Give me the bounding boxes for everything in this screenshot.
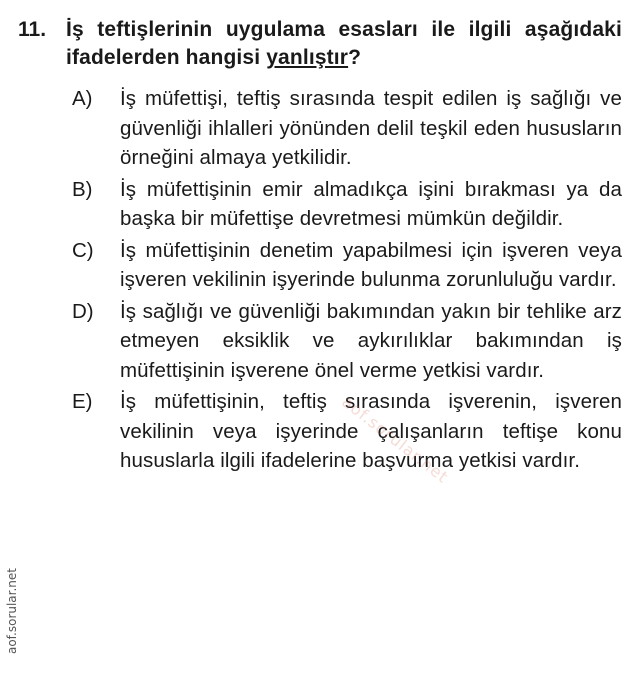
option-letter: B) [72, 177, 93, 201]
option-letter: D) [72, 299, 94, 323]
question-block [18, 16, 622, 478]
option-a[interactable] [72, 84, 622, 173]
question-number: 11. [18, 18, 47, 41]
side-watermark [4, 556, 20, 666]
question-header [18, 16, 622, 72]
side-watermark-text: aof.sorular.net [5, 567, 19, 655]
option-letter: E) [72, 390, 93, 413]
question-stem-text: İş teftişlerinin uygulama esasları ile ilgili aşağıdaki ifadelerden hangisi [66, 18, 622, 69]
option-text: İş müfettişi, teftiş sırasında tespit edilen iş sağlığı ve güvenliği ihlalleri yönünden delil teşkil eden hususların örneğini almaya yetkilidir. [120, 87, 622, 169]
question-stem-end: ? [348, 46, 362, 69]
option-c[interactable] [72, 236, 622, 295]
option-text: İş müfettişinin emir almadıkça işini bırakması ya da başka bir müfettişe devretmesi mümkün değildir. [120, 177, 622, 230]
option-e[interactable] [72, 387, 622, 476]
option-letter: A) [72, 87, 93, 110]
question-emphasis: yanlıştır [266, 46, 349, 69]
option-text: İş müfettişinin, teftiş sırasında işverenin, işveren vekilinin veya işyerinde çalışanların teftişe konu hususlarla ilgili ifadelerine başvurma yetkisi vardır. [120, 390, 622, 472]
option-b[interactable] [72, 175, 622, 234]
option-text: İş müfettişinin denetim yapabilmesi için işveren veya işveren vekilinin işyerinde bulunma zorunluluğu vardır. [120, 238, 622, 291]
option-letter: C) [72, 238, 94, 262]
center-watermark: aof.sorular.net [338, 392, 453, 487]
option-d[interactable] [72, 297, 622, 386]
option-text: İş sağlığı ve güvenliği bakımından yakın bir tehlike arz etmeyen eksiklik ve aykırılıklar bakımından iş müfettişinin işverene önel verme yetkisi vardır. [120, 299, 622, 382]
question-stem [66, 16, 622, 72]
answer-options [18, 84, 622, 476]
